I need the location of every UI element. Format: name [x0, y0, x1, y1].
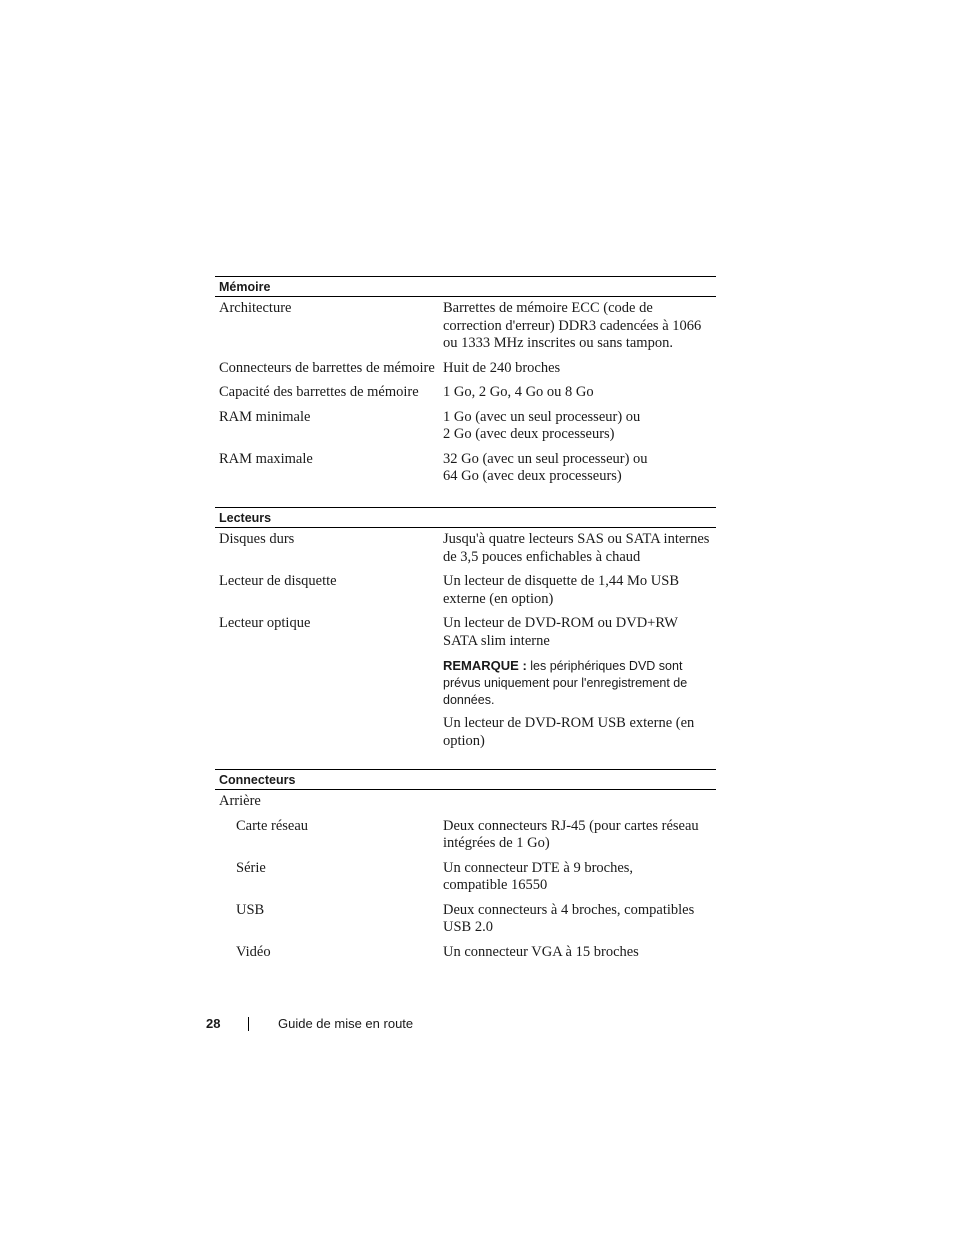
row-label: RAM maximale: [219, 450, 313, 467]
row-value: [443, 818, 716, 853]
row-label: Architecture: [219, 300, 292, 316]
note-text: les périphériques DVD sont: [530, 659, 683, 673]
row-label: Série: [236, 859, 266, 876]
value-line: 2 Go (avec deux processeurs): [443, 426, 615, 442]
value-line: Un connecteur VGA à 15 broches: [443, 943, 639, 960]
footer-title: Guide de mise en route: [278, 1016, 414, 1031]
row-value: [443, 573, 716, 608]
row-label: Connecteurs de barrettes de mémoire: [219, 359, 435, 376]
value-line: 64 Go (avec deux processeurs): [443, 468, 622, 484]
note-block: [443, 657, 716, 709]
value-line: Barrettes de mémoire ECC (code de: [443, 300, 653, 316]
value-line: Un lecteur de disquette de 1,44 Mo USB: [443, 573, 679, 589]
table-row: [215, 451, 716, 486]
value-line: intégrées de 1 Go): [443, 835, 550, 851]
value-line: option): [443, 732, 485, 749]
row-label: Capacité des barrettes de mémoire: [219, 384, 419, 400]
value-line: correction d'erreur) DDR3 cadencées à 1066: [443, 317, 702, 334]
row-label: Lecteur de disquette: [219, 573, 337, 589]
page-number: 28: [206, 1016, 221, 1031]
value-line: Huit de 240 broches: [443, 359, 561, 376]
row-label: Vidéo: [236, 943, 271, 960]
table-row: [215, 944, 716, 962]
row-value: [443, 615, 716, 750]
note-line: prévus uniquement pour l'enregistrement de: [443, 676, 688, 690]
row-value: [443, 451, 716, 486]
value-line: 1 Go (avec un seul processeur) ou: [443, 408, 641, 425]
row-label: RAM minimale: [219, 408, 311, 425]
row-value: [443, 944, 716, 962]
table-row: [215, 531, 716, 566]
row-value: [443, 409, 716, 444]
row-label: Disques durs: [219, 531, 295, 547]
value-line: compatible 16550: [443, 877, 548, 893]
row-value: [443, 902, 716, 937]
row-value: [443, 531, 716, 566]
value-line: Jusqu'à quatre lecteurs SAS ou SATA internes: [443, 531, 710, 547]
group-label: Arrière: [219, 793, 261, 809]
table-row: [215, 384, 716, 402]
note-line: données.: [443, 693, 495, 707]
row-value: [443, 860, 716, 895]
table-row: [215, 573, 716, 608]
table-row: [215, 860, 716, 895]
table-row: [215, 360, 716, 378]
row-label: USB: [236, 901, 265, 918]
row-value: [443, 300, 716, 353]
row-value: [443, 384, 716, 402]
row-label: Carte réseau: [236, 817, 309, 834]
value-line: Un lecteur de DVD-ROM USB externe (en: [443, 715, 695, 731]
note-label: REMARQUE :: [443, 658, 527, 673]
drives-section-title: Lecteurs: [215, 507, 716, 528]
value-line: ou 1333 MHz inscrites ou sans tampon.: [443, 335, 673, 351]
footer-divider: [248, 1017, 249, 1031]
connectors-section-title: Connecteurs: [215, 769, 716, 790]
table-row: [215, 818, 716, 853]
optional-drive: [443, 715, 716, 750]
value-line: Deux connecteurs à 4 broches, compatibles: [443, 901, 695, 918]
table-row: [215, 300, 716, 353]
value-line: Deux connecteurs RJ-45 (pour cartes réseau: [443, 817, 699, 834]
table-row: [215, 902, 716, 937]
value-line: 32 Go (avec un seul processeur) ou: [443, 450, 648, 467]
drives-section: [215, 507, 716, 750]
row-value: [443, 360, 716, 378]
value-line: externe (en option): [443, 590, 554, 607]
connectors-section: [215, 769, 716, 961]
row-label: Lecteur optique: [219, 615, 311, 631]
table-row: [215, 793, 716, 811]
value-line: Un connecteur DTE à 9 broches,: [443, 859, 634, 876]
table-row: [215, 615, 716, 750]
value-line: 1 Go, 2 Go, 4 Go ou 8 Go: [443, 384, 594, 400]
memory-section-title: Mémoire: [215, 276, 716, 297]
value-line: de 3,5 pouces enfichables à chaud: [443, 548, 641, 565]
value-line: USB 2.0: [443, 919, 493, 935]
table-row: [215, 409, 716, 444]
value-line: SATA slim interne: [443, 632, 550, 649]
memory-section: [215, 276, 716, 486]
note-line: [443, 657, 716, 675]
value-line: Un lecteur de DVD-ROM ou DVD+RW: [443, 615, 678, 631]
